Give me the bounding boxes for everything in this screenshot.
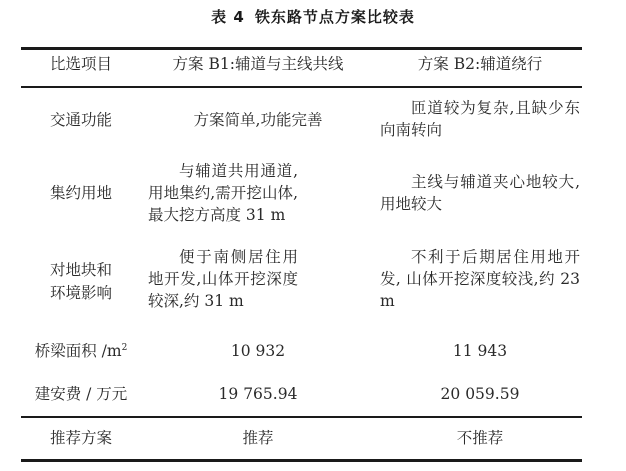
row-cost-b2: 20 059.59 [440, 385, 520, 403]
row-bridge-b1: 10 932 [230, 342, 286, 360]
footer-b2: 不推荐 [456, 429, 504, 447]
header-b1: 方案 B1:辅道与主线共线 [172, 55, 344, 73]
table-caption [0, 6, 626, 27]
header-item: 比选项目 [49, 55, 112, 73]
row-traffic-b2: 匝道较为复杂,且缺少东向南转向 [380, 99, 580, 139]
row-cost-item: 建安费 / 万元 [34, 385, 128, 403]
top-rule [21, 47, 582, 50]
row-land-b2: 主线与辅道夹心地较大,用地较大 [380, 173, 580, 213]
footer-b1: 推荐 [242, 429, 274, 447]
row-traffic-item: 交通功能 [49, 111, 112, 129]
bottom-rule [21, 459, 582, 462]
row-bridge-item: 桥梁面积 $/m^2$ [34, 342, 128, 360]
row-impact-item-line1: 对地块和 [49, 261, 112, 279]
row-land-item: 集约用地 [49, 184, 112, 202]
footer-rule [21, 416, 582, 418]
row-impact-b2: 不利于后期居住用地开发, 山体开挖深度较浅,约 23 m [380, 248, 580, 310]
row-impact-item [22, 259, 140, 305]
row-bridge-b2: 11 943 [452, 342, 508, 360]
caption-title: 铁东路节点方案比较表 [254, 8, 415, 26]
caption-number: 表 4 [211, 8, 245, 26]
row-impact-b1: 便于南侧居住用地开发,山体开挖深度较深,约 31 m [148, 248, 298, 310]
header-rule [21, 86, 582, 88]
row-land-b1: 与辅道共用通道,用地集约,需开挖山体,最大挖方高度 31 m [148, 162, 298, 224]
row-cost-b1: 19 765.94 [218, 385, 298, 403]
row-traffic-b1: 方案简单,功能完善 [193, 111, 323, 129]
footer-item: 推荐方案 [49, 429, 112, 447]
row-impact-item-line2: 环境影响 [49, 284, 112, 302]
header-b2: 方案 B2:辅道绕行 [417, 55, 543, 73]
